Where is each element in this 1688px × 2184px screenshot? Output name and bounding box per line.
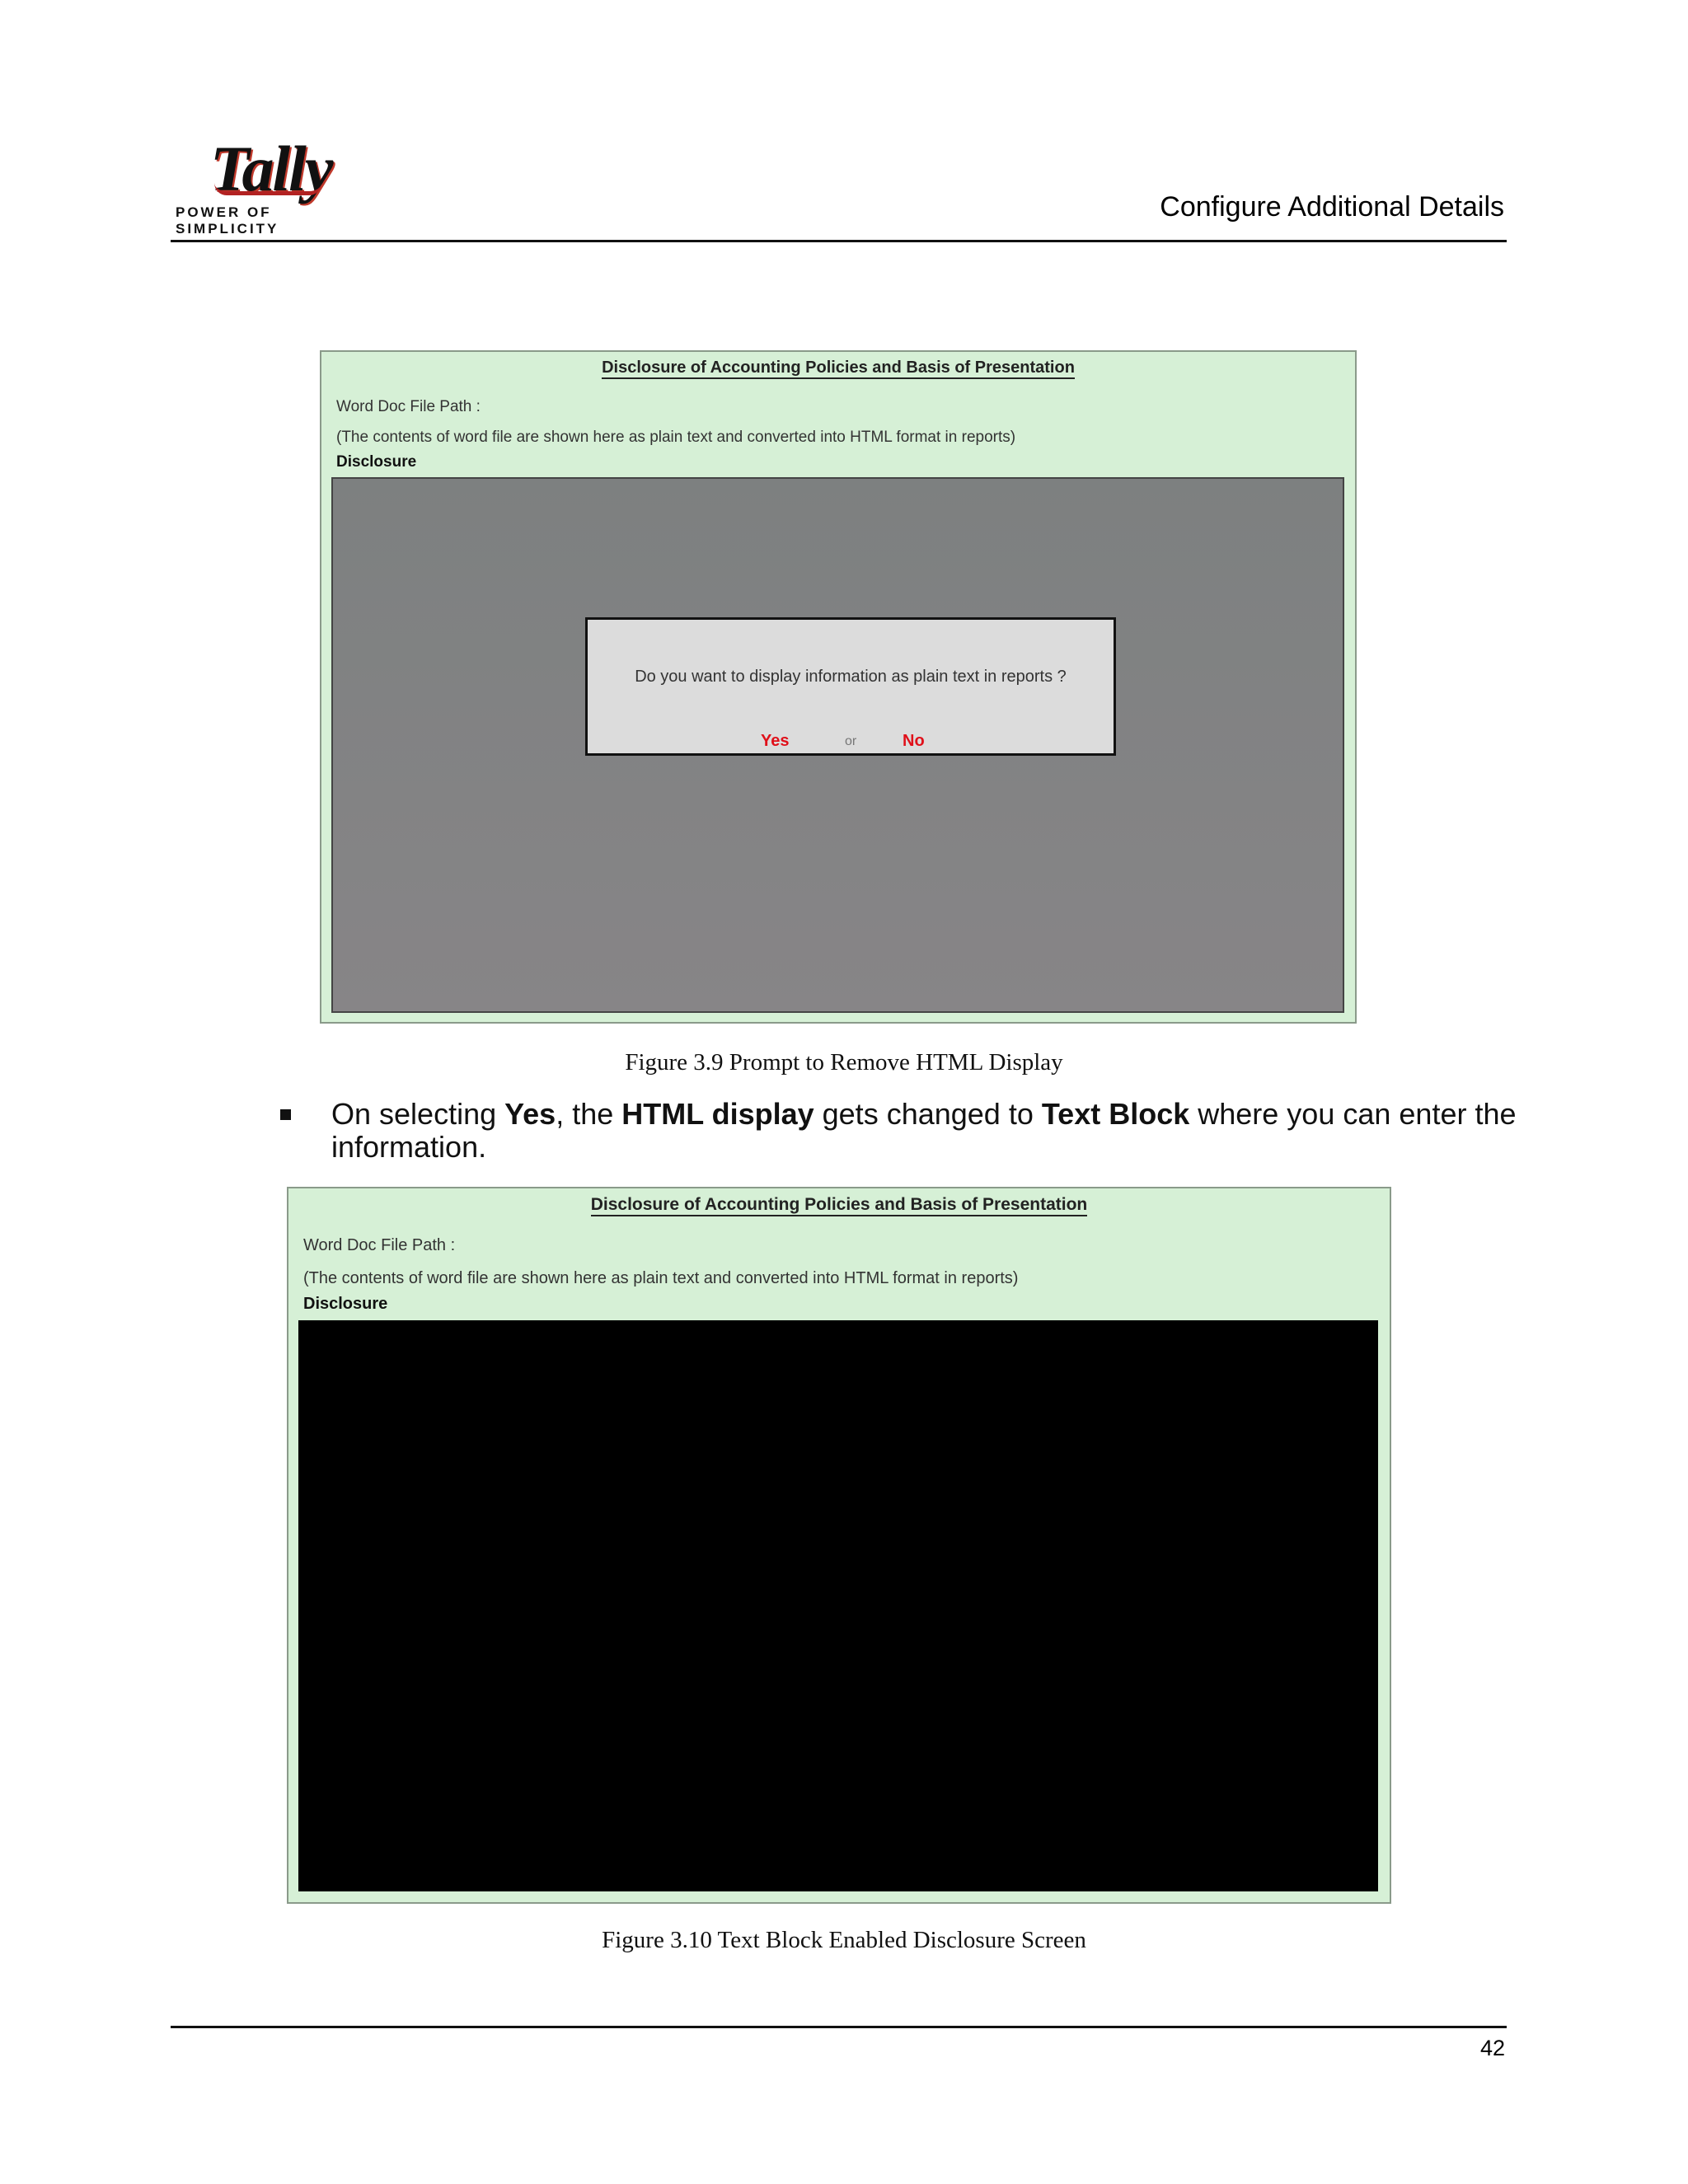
- yes-option[interactable]: Yes: [761, 732, 790, 750]
- header-rule: [171, 240, 1507, 242]
- bullet-text-part: where you can enter the information.: [331, 1097, 1517, 1164]
- bullet-text-part: , the: [556, 1097, 622, 1131]
- plain-text-prompt-dialog: [585, 617, 1116, 756]
- footer-rule: [171, 2026, 1507, 2028]
- no-option[interactable]: No: [903, 732, 925, 750]
- bullet-bold-html-display: HTML display: [621, 1097, 814, 1131]
- tally-logo: [169, 132, 367, 237]
- bullet-text: [331, 1098, 1518, 1164]
- figure-caption-3-10: Figure 3.10 Text Block Enabled Disclosure Screen: [602, 1927, 1086, 1953]
- html-display-area: [331, 477, 1344, 1013]
- bullet-square-icon: [280, 1109, 291, 1120]
- section-title: Configure Additional Details: [1160, 191, 1504, 223]
- word-doc-path-label: Word Doc File Path :: [336, 398, 481, 415]
- bullet-bold-text-block: Text Block: [1041, 1097, 1190, 1131]
- disclosure-title: [288, 1195, 1390, 1215]
- disclosure-label: Disclosure: [303, 1295, 388, 1313]
- bullet-bold-yes: Yes: [504, 1097, 556, 1131]
- disclosure-title-text: Disclosure of Accounting Policies and Basis of Presentation: [591, 1195, 1088, 1216]
- figure-disclosure-prompt: [320, 350, 1357, 1024]
- figure-text-block-screen: [287, 1187, 1391, 1904]
- prompt-question: Do you want to display information as plain text in reports ?: [635, 668, 1067, 686]
- or-separator: or: [845, 734, 857, 748]
- figure-caption-3-9: Figure 3.9 Prompt to Remove HTML Display: [625, 1049, 1063, 1076]
- disclosure-title-text: Disclosure of Accounting Policies and Basis of Presentation: [602, 359, 1075, 379]
- disclosure-label: Disclosure: [336, 453, 417, 471]
- conversion-note: (The contents of word file are shown here as plain text and converted into HTML format in reports): [336, 429, 1016, 446]
- text-block-editor[interactable]: [298, 1320, 1378, 1891]
- logo-wordmark: Tally: [210, 133, 332, 204]
- word-doc-path-label: Word Doc File Path :: [303, 1236, 456, 1254]
- logo-tagline: POWER OF SIMPLICITY: [176, 204, 279, 237]
- disclosure-title: [321, 359, 1355, 377]
- page-number: 42: [1479, 2036, 1505, 2060]
- bullet-text-part: gets changed to: [814, 1097, 1042, 1131]
- logo-swoosh-icon: [214, 183, 321, 195]
- bullet-text-part: On selecting: [331, 1097, 505, 1131]
- conversion-note: (The contents of word file are shown here as plain text and converted into HTML format in reports): [303, 1269, 1019, 1287]
